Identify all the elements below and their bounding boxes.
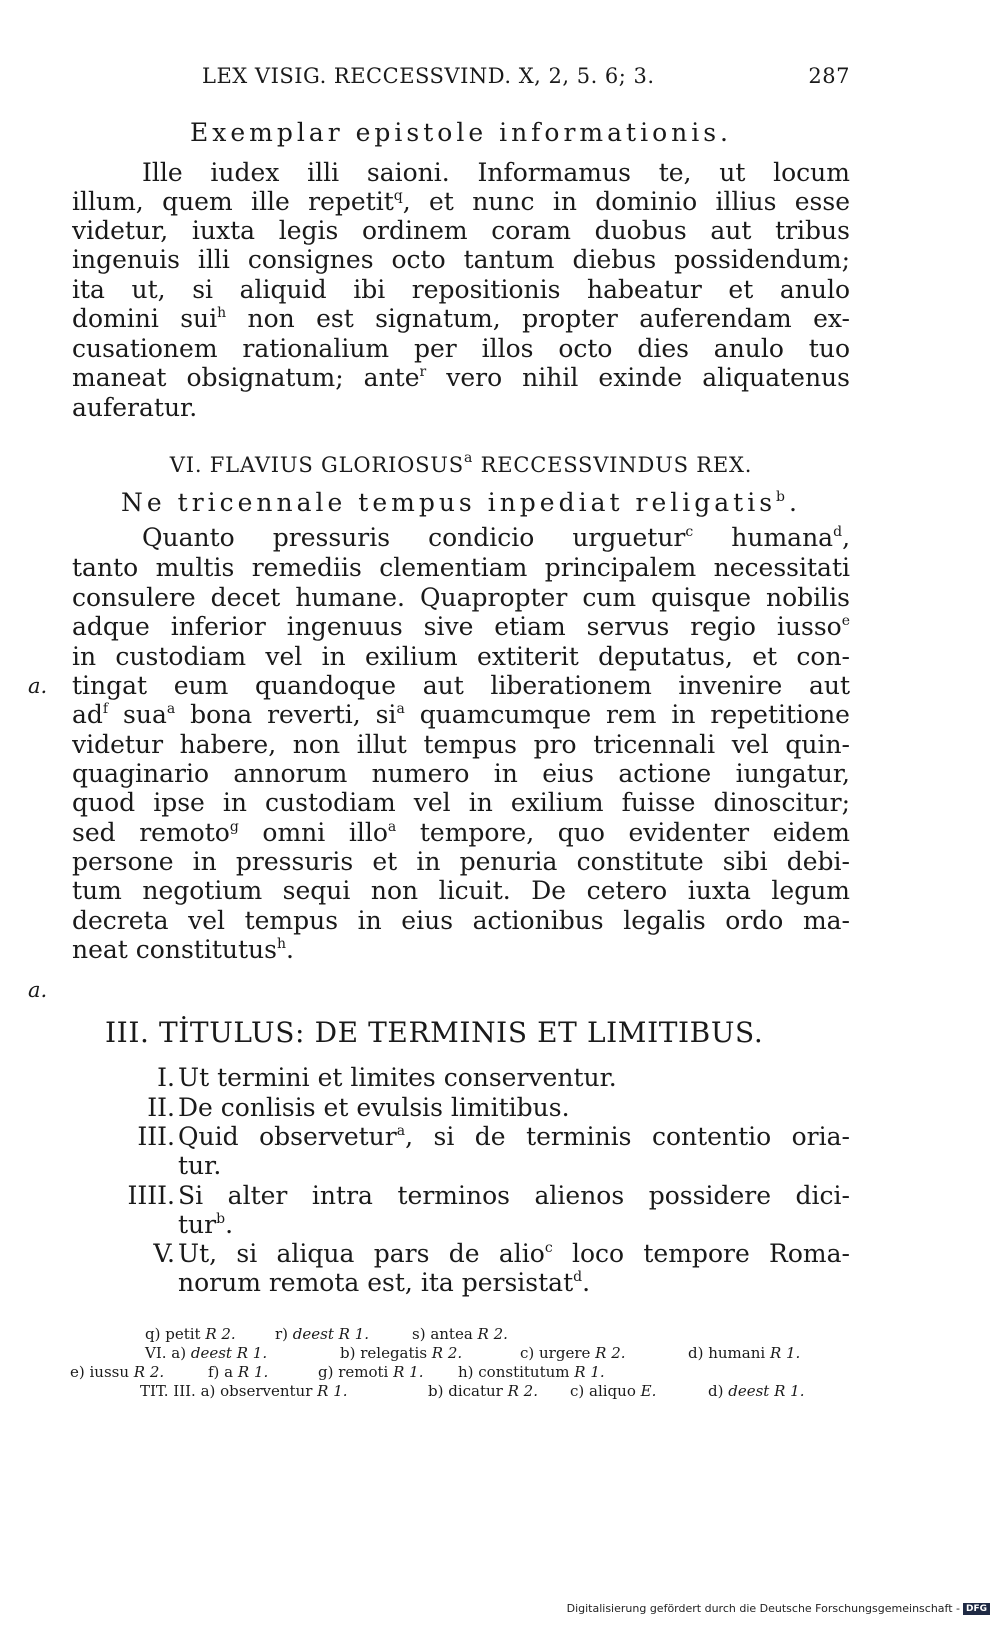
text-line: domini sui$^h$ non est signatum, propter auferendam ex- xyxy=(72,304,850,333)
margin-mark: a. xyxy=(28,978,48,1002)
text-line: $ad^f$ sua$^a$ bona reverti, $si^a$ quamcumque rem in repetitione xyxy=(72,700,850,729)
footnote: VI. a) deest R 1. xyxy=(145,1344,268,1362)
section-subtitle: Ne tricennale tempus inpediat religatis$^b$. xyxy=(121,488,801,517)
footnote: e) iussu R 2. xyxy=(70,1363,165,1381)
margin-mark: a. xyxy=(28,674,48,698)
text-line: auferatur. xyxy=(72,393,198,422)
footnote: f) a R 1. xyxy=(208,1363,269,1381)
footnote: h) constitutum R 1. xyxy=(458,1363,605,1381)
credit-text: Digitalisierung gefördert durch die Deutsche Forschungsgemeinschaft - xyxy=(566,1602,960,1615)
text-line: neat constitutus$^h$. xyxy=(72,935,294,964)
footnote: b) dicatur R 2. xyxy=(428,1382,538,1400)
toc-item: III. Quid observetur$^a$, si de terminis contentio oria- xyxy=(137,1122,850,1151)
text-line: Quanto pressuris condicio urguetur$^c$ humana$^d$, xyxy=(142,523,850,552)
text-line: adque inferior ingenuus sive etiam servus regio iusso$^e$ xyxy=(72,612,850,641)
footnote: d) humani R 1. xyxy=(688,1344,801,1362)
text-line: maneat obsignatum; ante$^r$ vero nihil exinde aliquatenus xyxy=(72,363,850,392)
text-line: quaginario annorum numero in eius actione iungatur, xyxy=(72,759,850,788)
text-line: videtur, iuxta legis ordinem coram duobus aut tribus xyxy=(72,216,850,245)
text-line: ita ut, si aliquid ibi repositionis habeatur et anulo xyxy=(72,275,850,304)
text-line: persone in pressuris et in penuria constitute sibi debi- xyxy=(72,847,850,876)
running-head-title: LEX VISIG. RECCESSVIND. X, 2, 5. 6; 3. xyxy=(202,64,655,88)
text-line: in custodiam vel in exilium extiterit deputatus, et con- xyxy=(72,642,850,671)
titulus-heading: III. TİTULUS: DE TERMINIS ET LIMITIBUS. xyxy=(105,1016,764,1049)
footnote: s) antea R 2. xyxy=(412,1325,508,1343)
text-line: tum negotium sequi non licuit. De cetero iuxta legum xyxy=(72,876,850,905)
text-line: tanto multis remediis clementiam principalem necessitati xyxy=(72,553,850,582)
page-number: 287 xyxy=(808,64,850,88)
running-head xyxy=(72,64,850,98)
digitization-credit xyxy=(567,1602,990,1615)
text-line: videtur habere, non illut tempus pro tricennali vel quin- xyxy=(72,730,850,759)
toc-item-continuation: norum remota est, ita persistat$^d$. xyxy=(178,1268,591,1297)
footnote-ref: a xyxy=(463,450,474,466)
footnote-ref: q xyxy=(393,188,403,204)
footnote-ref: r xyxy=(419,364,427,380)
footnote: q) petit R 2. xyxy=(145,1325,236,1343)
footnote: g) remoti R 1. xyxy=(318,1363,424,1381)
footnote: r) deest R 1. xyxy=(275,1325,370,1343)
footnote-ref: h xyxy=(217,305,227,321)
toc-item-continuation: tur. xyxy=(178,1151,222,1180)
section-heading: VI. FLAVIUS GLORIOSUS$^a$ RECCESSVINDUS REX. xyxy=(169,450,753,477)
text-line: cusationem rationalium per illos octo dies anulo tuo xyxy=(72,334,850,363)
text-line: tingat eum quandoque aut liberationem invenire aut xyxy=(72,671,850,700)
footnote: c) aliquo E. xyxy=(570,1382,657,1400)
text-line: consulere decet humane. Quapropter cum quisque nobilis xyxy=(72,583,850,612)
footnote: d) deest R 1. xyxy=(708,1382,805,1400)
toc-item: I. Ut termini et limites conserventur. xyxy=(157,1063,617,1092)
toc-item-continuation: tur$^b$. xyxy=(178,1210,234,1239)
exemplar-heading: Exemplar epistole informationis. xyxy=(189,118,733,147)
text-line: illum, quem ille repetit$^q$, et nunc in dominio illius esse xyxy=(72,187,850,216)
toc-item: V. Ut, si aliqua pars de alio$^c$ loco tempore Roma- xyxy=(153,1239,850,1268)
footnote: c) urgere R 2. xyxy=(520,1344,626,1362)
footnote: TIT. III. a) observentur R 1. xyxy=(140,1382,348,1400)
toc-item: II. De conlisis et evulsis limitibus. xyxy=(147,1093,570,1122)
text-line: decreta vel tempus in eius actionibus legalis ordo ma- xyxy=(72,906,850,935)
toc-item: IIII. Si alter intra terminos alienos possidere dici- xyxy=(127,1181,850,1210)
dfg-logo: DFG xyxy=(963,1603,990,1615)
footnote: b) relegatis R 2. xyxy=(340,1344,463,1362)
text-line: ingenuis illi consignes octo tantum diebus possidendum; xyxy=(72,245,850,274)
text-line: sed remoto$^g$ omni illo$^a$ tempore, quo evidenter eidem xyxy=(72,818,850,847)
text-line: quod ipse in custodiam vel in exilium fuisse dinoscitur; xyxy=(72,788,850,817)
text-line: Ille iudex illi saioni. Informamus te, ut locum xyxy=(142,158,850,187)
footnote-ref: b xyxy=(776,489,789,505)
